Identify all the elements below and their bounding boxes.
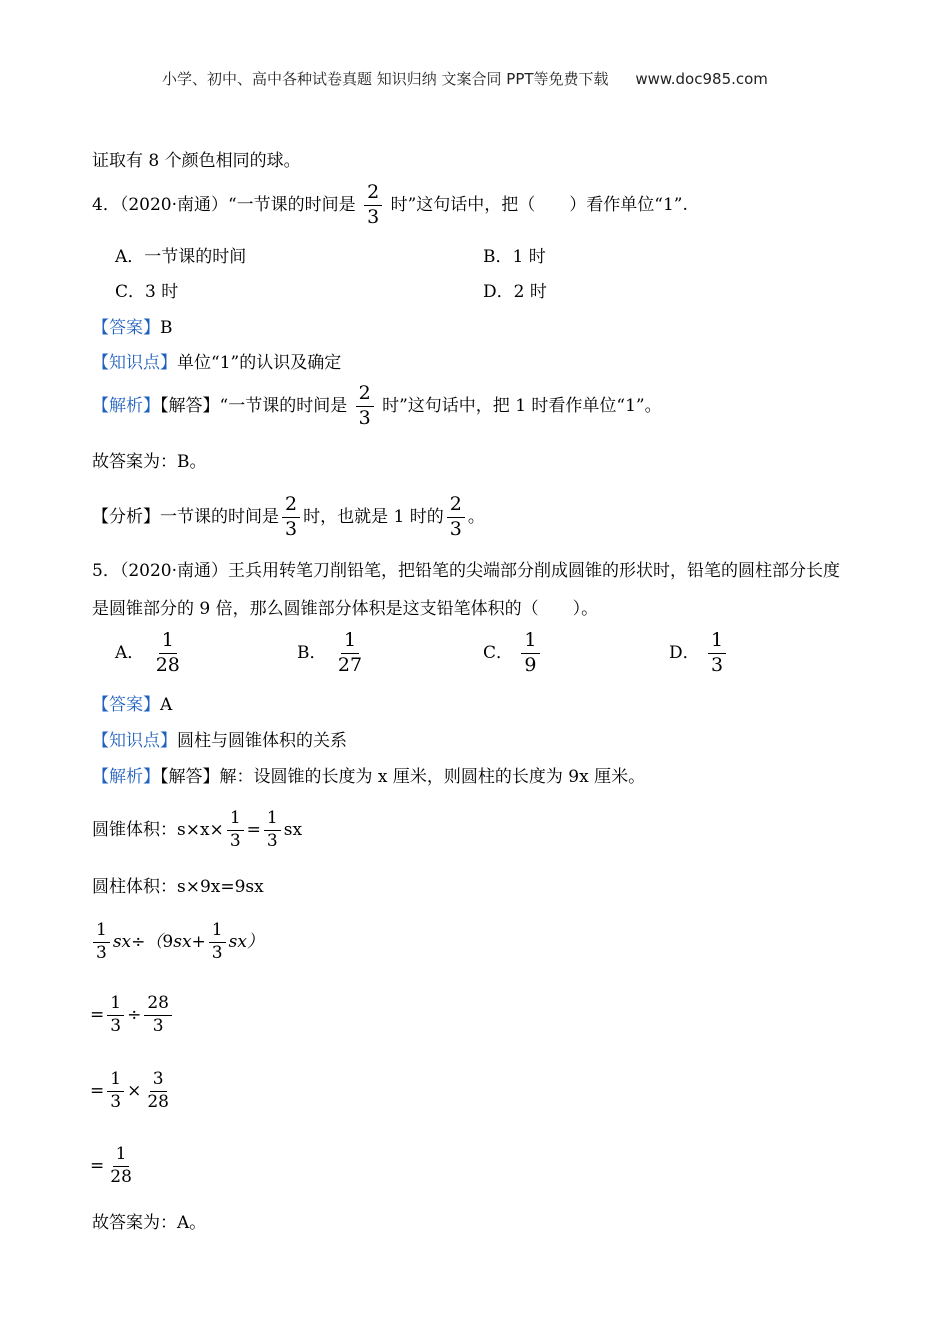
expr-fraction-2 (209, 922, 226, 963)
cone-volume-line (92, 810, 302, 851)
option-label: A． (115, 642, 145, 663)
previous-answer-tail: 证取有 8 个颜色相同的球。 (92, 151, 301, 171)
q4-option-d: D．2 时 (483, 282, 547, 302)
fraction-denominator: 3 (449, 517, 462, 540)
fenxi-tag: 【分析】 (92, 506, 160, 527)
fraction-numerator: 1 (107, 995, 124, 1016)
option-fraction (153, 631, 183, 676)
knowledge-text: 单位“1”的认识及确定 (177, 353, 342, 373)
q5-answer (92, 690, 172, 715)
fraction-numerator: 2 (364, 183, 382, 206)
fenxi-fraction-2 (447, 495, 465, 540)
q5-option-b (297, 631, 368, 676)
expr-fraction-1 (93, 922, 110, 963)
q4-option-a: A．一节课的时间 (115, 247, 247, 267)
q4-stem-fraction (364, 183, 382, 228)
step-3-fraction-1 (107, 1071, 124, 1112)
option-label: B． (297, 642, 327, 663)
cone-equals: = (246, 819, 261, 840)
fenxi-suffix: 。 (467, 506, 485, 527)
solve-tag: 【解答】 (160, 395, 220, 416)
q4-conclusion: 故答案为：B。 (92, 452, 207, 472)
fenxi-prefix: 一节课的时间是 (160, 506, 279, 527)
fraction-denominator: 3 (266, 830, 278, 851)
cylinder-volume-line: 圆柱体积：s×9x=9sx (92, 877, 264, 897)
fraction-numerator: 1 (708, 631, 726, 654)
step-2-divide: ÷ (127, 1004, 142, 1025)
cone-suffix: sx (283, 819, 303, 840)
fraction-denominator: 9 (524, 653, 537, 676)
solve-prefix: “一节课的时间是 (219, 395, 348, 416)
cone-prefix: 圆锥体积：s×x× (92, 819, 224, 840)
expr-sx-1: sx (112, 931, 132, 952)
expr-plus: + (191, 931, 206, 952)
fraction-denominator: 3 (110, 1015, 122, 1036)
q4-fenxi (92, 495, 485, 540)
expr-sx-3: sx (228, 931, 247, 952)
option-fraction (708, 631, 726, 676)
solve-text: 解：设圆锥的长度为 x 厘米，则圆柱的长度为 9x 厘米。 (219, 767, 646, 787)
answer-tag: 【答案】 (92, 318, 160, 338)
fraction-numerator: 1 (521, 631, 539, 654)
knowledge-tag: 【知识点】 (92, 353, 177, 373)
knowledge-text: 圆柱与圆锥体积的关系 (177, 731, 347, 751)
q5-option-c (483, 631, 543, 676)
q5-analysis (92, 762, 645, 787)
q5-option-a (115, 631, 186, 676)
answer-value: A (160, 695, 173, 715)
fraction-numerator: 1 (209, 922, 226, 943)
step-4-line (90, 1146, 138, 1187)
q5-stem-line1: 5．（2020·南通）王兵用转笔刀削铅笔，把铅笔的尖端部分削成圆锥的形状时，铅笔的圆柱部分长度 (92, 561, 840, 581)
step-2-fraction-2 (144, 995, 172, 1036)
q5-conclusion: 故答案为：A。 (92, 1213, 207, 1233)
step-3-line (90, 1071, 175, 1112)
fraction-denominator: 3 (110, 1091, 122, 1112)
expr-nine: 9 (162, 931, 174, 952)
fraction-numerator: 28 (144, 995, 172, 1016)
step-4-equals: = (90, 1155, 105, 1176)
cone-fraction-1 (227, 810, 244, 851)
fraction-numerator: 3 (150, 1071, 167, 1092)
fraction-numerator: 1 (113, 1146, 130, 1167)
fraction-denominator: 3 (96, 942, 107, 963)
q5-option-d (669, 631, 729, 676)
fraction-denominator: 27 (337, 653, 363, 676)
fraction-numerator: 1 (107, 1071, 124, 1092)
fraction-denominator: 3 (358, 406, 371, 429)
fraction-denominator: 3 (211, 942, 223, 963)
fenxi-mid: 时，也就是 1 时的 (303, 506, 444, 527)
step-3-fraction-2 (144, 1071, 172, 1112)
q5-knowledge (92, 726, 347, 751)
fraction-numerator: 2 (282, 495, 300, 518)
q4-analysis (92, 384, 662, 429)
cone-fraction-2 (264, 810, 281, 851)
header-title: 小学、初中、高中各种试卷真题 知识归纳 文案合同 PPT等免费下载 (162, 70, 609, 88)
header-url[interactable]: www.doc985.com (635, 70, 768, 88)
q4-option-b: B．1 时 (483, 247, 546, 267)
fraction-denominator: 28 (155, 653, 180, 676)
q5-stem-line2: 是圆锥部分的 9 倍，那么圆锥部分体积是这支铅笔体积的（ ）。 (92, 599, 599, 619)
fraction-denominator: 3 (152, 1015, 164, 1036)
step-2-equals: = (90, 1004, 105, 1025)
fraction-denominator: 3 (367, 205, 380, 228)
fraction-numerator: 1 (159, 631, 177, 654)
option-fraction (335, 631, 365, 676)
fraction-numerator: 1 (93, 922, 110, 943)
q4-stem-prefix: 4．（2020·南通）“一节课的时间是 (92, 194, 356, 215)
expression-line (90, 922, 264, 963)
q4-answer (92, 313, 173, 338)
q4-stem-suffix: 时”这句话中，把（ ）看作单位“1”. (390, 194, 688, 215)
fraction-numerator: 1 (264, 810, 281, 831)
expr-sx-2: sx (173, 931, 192, 952)
fenxi-fraction-1 (282, 495, 300, 540)
fraction-denominator: 3 (711, 653, 724, 676)
option-label: C． (483, 642, 514, 663)
fraction-denominator: 28 (147, 1091, 169, 1112)
step-3-equals: = (90, 1080, 105, 1101)
analysis-tag: 【解析】 (92, 395, 160, 416)
solve-fraction (356, 384, 374, 429)
fraction-numerator: 2 (447, 495, 465, 518)
fraction-numerator: 2 (356, 384, 374, 407)
page-header (162, 68, 768, 89)
step-3-times: × (127, 1080, 142, 1101)
fraction-denominator: 28 (110, 1166, 132, 1187)
q4-stem (92, 183, 688, 228)
fraction-denominator: 3 (229, 830, 241, 851)
q4-knowledge (92, 348, 341, 373)
solve-suffix: 时”这句话中，把 1 时看作单位“1”。 (382, 395, 662, 416)
expr-divide: ÷ (131, 931, 146, 952)
answer-tag: 【答案】 (92, 695, 160, 715)
expr-open-paren: （ (145, 931, 163, 952)
fraction-numerator: 1 (341, 631, 359, 654)
step-4-fraction (107, 1146, 135, 1187)
fraction-numerator: 1 (227, 810, 244, 831)
analysis-tag: 【解析】 (92, 767, 160, 787)
option-fraction (521, 631, 539, 676)
expr-close-paren: ） (246, 931, 264, 952)
step-2-line (90, 995, 175, 1036)
q4-option-c: C．3 时 (115, 282, 179, 302)
fraction-denominator: 3 (285, 517, 298, 540)
answer-value: B (160, 318, 173, 338)
solve-tag: 【解答】 (160, 767, 220, 787)
option-label: D． (669, 642, 700, 663)
knowledge-tag: 【知识点】 (92, 731, 177, 751)
step-2-fraction-1 (107, 995, 124, 1036)
